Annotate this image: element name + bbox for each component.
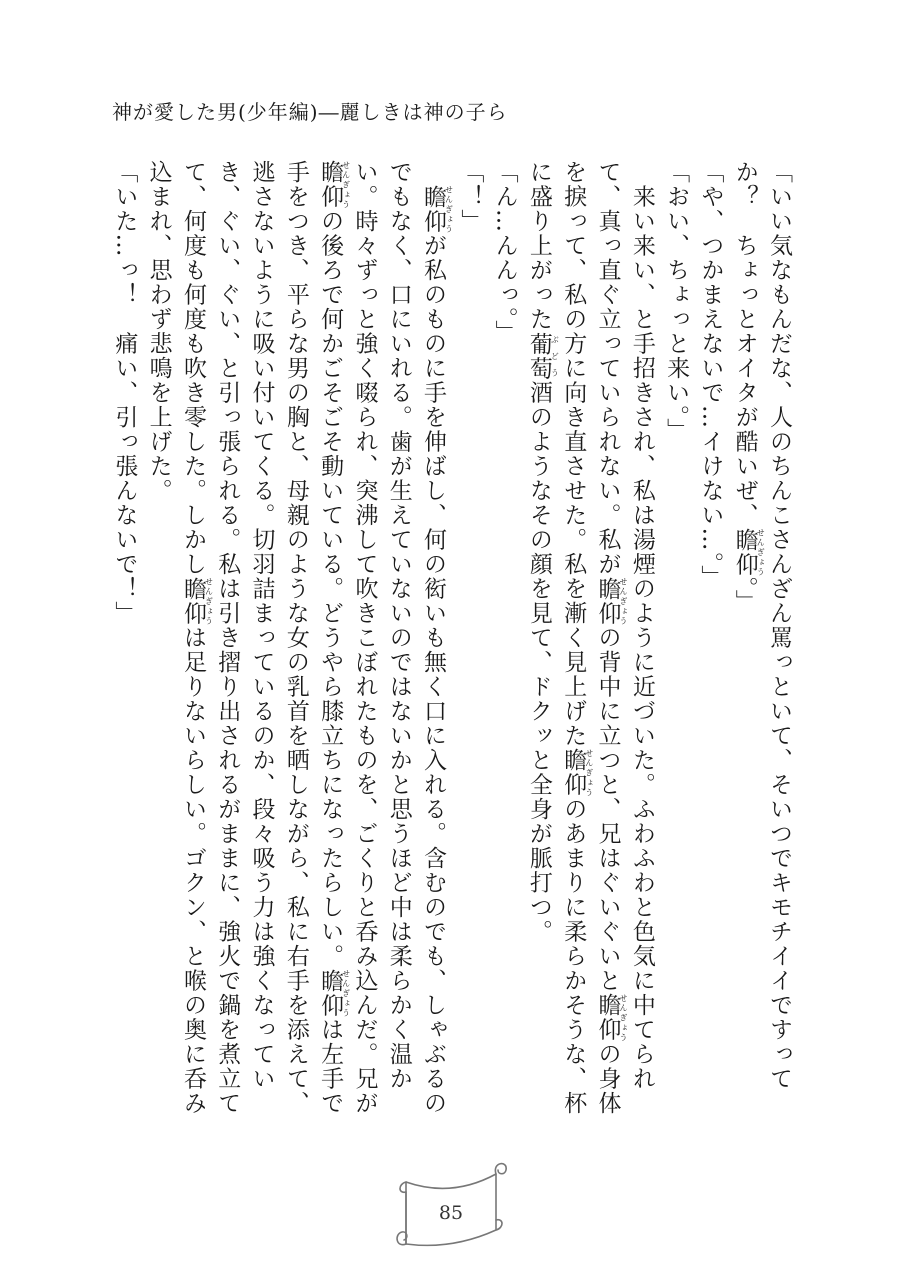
ruby-word — [317, 968, 351, 1018]
text-run: の身体を捩って、私の方に向き直させた。私を漸く見上げた — [560, 160, 621, 1116]
text-run: 「や、つかまえないで…イけない…。」 — [697, 160, 724, 590]
text-run: 酒のようなその顔を見て、ドクッと全身が脈打つ。 — [525, 380, 552, 944]
text-run: 。」 — [731, 576, 758, 614]
ruby-reading: ぶどう — [550, 331, 560, 381]
page-number: 85 — [438, 1202, 464, 1224]
ruby-base: 瞻仰 — [179, 576, 206, 626]
ruby-reading: せんぎょう — [619, 993, 629, 1042]
ruby-base: 瞻仰 — [560, 748, 587, 797]
ruby-reading: せんぎょう — [584, 748, 594, 797]
text-run: 「おい、ちょっと来い。」 — [663, 160, 690, 443]
text-run: 「いた…っ！ 痛い、引っ張んないで！」 — [111, 160, 138, 626]
ruby-word — [317, 160, 351, 209]
text-run — [420, 160, 446, 185]
page-number-scroll — [392, 1158, 510, 1258]
ruby-base: 葡萄 — [525, 331, 552, 381]
text-run: が私のものに手を伸ばし、何の衒いも無く口に入れる。含むのでも、しゃぶるのでもなく、口にいれる。歯が生えていないのではないかと思うほど中は柔らかく温かい。時々ずっと強く啜られ、突沸して吹きこぼれたものを、ごくりと呑み込んだ。兄が — [351, 160, 447, 1116]
text-run: は足りないらしい。ゴクン、と喉の奥に呑み込まれ、思わず悲鳴を上げた。 — [145, 160, 206, 1116]
ruby-base: 瞻仰 — [420, 184, 447, 234]
ruby-reading: せんぎょう — [756, 527, 766, 577]
ruby-reading: せんぎょう — [444, 184, 454, 234]
ruby-word — [560, 748, 594, 797]
ruby-base: 瞻仰 — [317, 160, 344, 209]
ruby-base: 瞻仰 — [594, 993, 621, 1042]
ruby-word — [420, 184, 454, 234]
body-text — [111, 160, 796, 1120]
ruby-reading: せんぎょう — [204, 576, 214, 626]
text-run: の背中に立つと、兄はぐいぐいと — [594, 625, 621, 993]
text-run: 「ん…んんっ。」 — [491, 160, 518, 345]
ruby-word — [594, 993, 629, 1042]
ruby-base: 瞻仰 — [594, 576, 621, 626]
ruby-base: 瞻仰 — [317, 968, 344, 1018]
ruby-word — [731, 527, 766, 577]
ruby-word — [525, 331, 560, 381]
ruby-base: 瞻仰 — [731, 527, 758, 577]
running-head: 神が愛した男(少年編)―麗しきは神の子ら — [112, 100, 508, 124]
paragraph — [107, 160, 141, 1120]
text-run: は左手で手をつき、平らな男の胸と、母親のような女の乳首を晒しながら、私に右手を添えて、逃さないように吸い付いてくる。切羽詰まっているのか、段々吸う力は強くなっていき、ぐい、ぐい、と引っ張られる。私は引き摺り出されるがままに、強火で鍋を煮立てて、何度も何度も吹き零した。しかし — [179, 160, 344, 1116]
paragraph — [141, 160, 453, 1120]
paragraph — [727, 160, 796, 1120]
ruby-reading: せんぎょう — [341, 160, 351, 209]
ruby-word — [179, 576, 214, 626]
text-run: の後ろで何かごそごそ動いている。どうやら膝立ちになったらしい。 — [317, 209, 344, 969]
paragraph — [453, 160, 487, 1120]
text-run: 「いい気なもんだな、人のちんこさんざん罵っといて、そいつでキモチイイですってか？ ちょっとオイタが酷いぜ、 — [731, 160, 792, 1091]
paragraph — [487, 160, 521, 1120]
text-run: のあまりに柔らかそうな、杯に盛り上がった — [525, 160, 587, 1116]
ruby-reading: せんぎょう — [619, 576, 629, 626]
paragraph — [693, 160, 727, 1120]
text-run: 「！」 — [457, 160, 484, 234]
ruby-reading: せんぎょう — [341, 968, 351, 1018]
paragraph — [659, 160, 693, 1120]
ruby-word — [594, 576, 629, 626]
paragraph — [522, 160, 659, 1120]
text-run: 来い来い、と手招きされ、私は湯煙のように近づいた。ふわふわと色気に中てられて、真っ直ぐ立っていられない。私が — [594, 160, 655, 1091]
